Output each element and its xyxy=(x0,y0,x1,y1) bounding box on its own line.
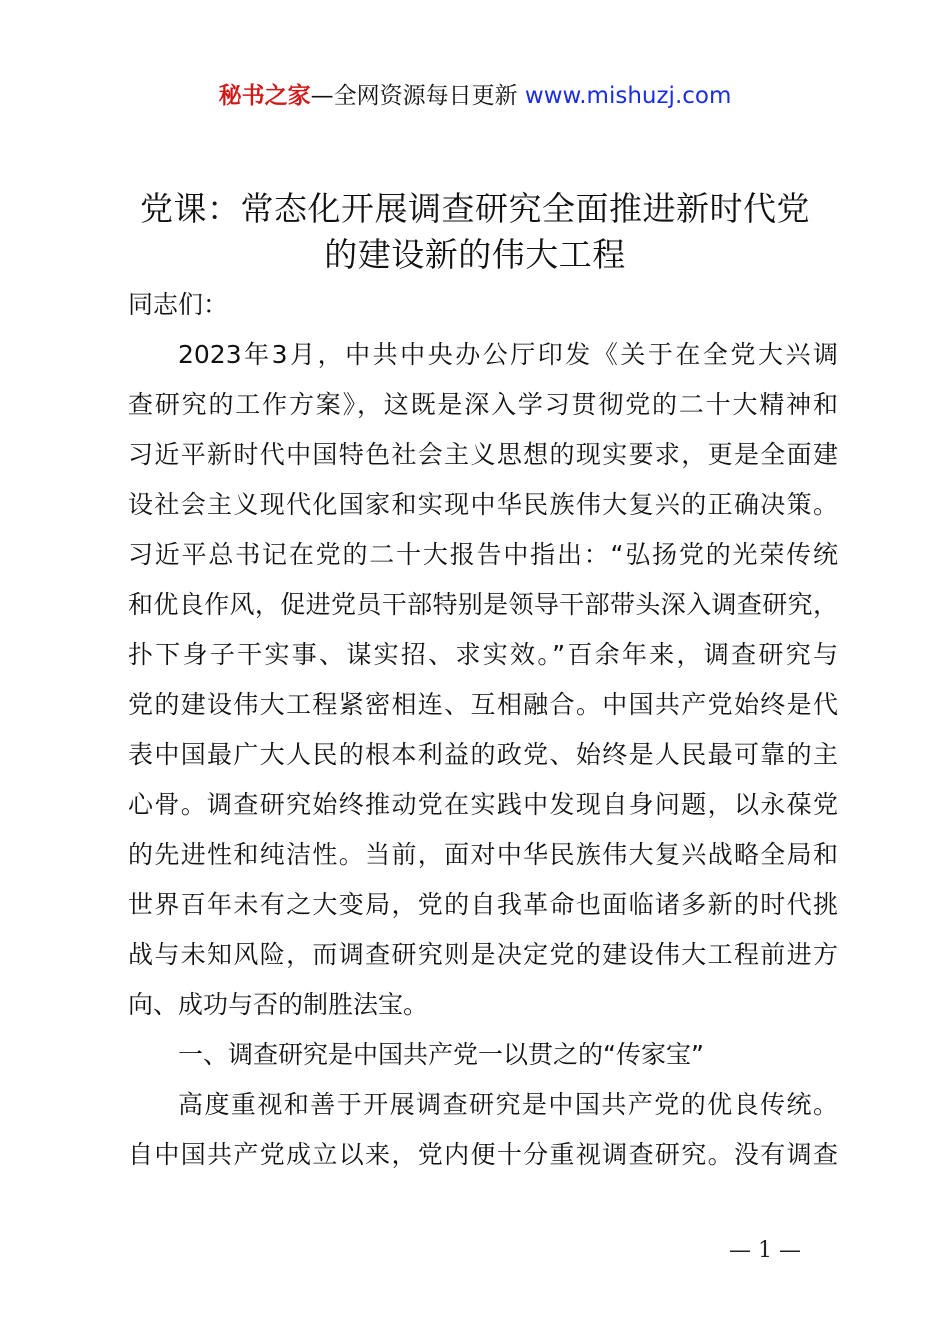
paragraph-1-line: 扑下身子干实事、谋实招、求实效。”百余年来，调查研究与 xyxy=(128,640,838,669)
site-brand: 秘书之家 xyxy=(218,83,311,109)
paragraph-1-line: 向、成功与否的制胜法宝。 xyxy=(128,990,429,1019)
paragraph-1-line: 世界百年未有之大变局，党的自我革命也面临诸多新的时代挑 xyxy=(128,890,838,919)
section-1-heading: 一、调查研究是中国共产党一以贯之的“传家宝” xyxy=(178,1040,704,1069)
title-line-2: 的建设新的伟大工程 xyxy=(324,235,626,274)
salutation: 同志们： xyxy=(128,290,229,319)
paragraph-1-line: 党的建设伟大工程紧密相连、互相融合。中国共产党始终是代 xyxy=(128,690,838,719)
paragraph-1-line: 习近平新时代中国特色社会主义思想的现实要求，更是全面建 xyxy=(128,440,838,469)
paragraph-2-line: 自中国共产党成立以来，党内便十分重视调查研究。没有调查 xyxy=(128,1140,838,1169)
site-url[interactable]: www.mishuzj.com xyxy=(524,83,732,109)
page-number: — 1 — xyxy=(729,1238,801,1263)
site-tagline: —全网资源每日更新 xyxy=(310,83,518,109)
paragraph-1-line: 心骨。调查研究始终推动党在实践中发现自身问题，以永葆党 xyxy=(128,790,838,819)
paragraph-1-line: 习近平总书记在党的二十大报告中指出：“弘扬党的光荣传统 xyxy=(128,540,838,569)
paragraph-1-line: 战与未知风险，而调查研究则是决定党的建设伟大工程前进方 xyxy=(128,940,838,969)
document-title xyxy=(120,186,830,278)
title-line-1: 党课：常态化开展调查研究全面推进新时代党 xyxy=(140,189,810,228)
paragraph-1-line: 设社会主义现代化国家和实现中华民族伟大复兴的正确决策。 xyxy=(128,490,838,519)
paragraph-1-line: 和优良作风，促进党员干部特别是领导干部带头深入调查研究， xyxy=(128,590,838,619)
site-header xyxy=(0,80,950,112)
paragraph-1-line: 2023年3月，中共中央办公厅印发《关于在全党大兴调 xyxy=(178,340,838,369)
paragraph-1-line: 查研究的工作方案》，这既是深入学习贯彻党的二十大精神和 xyxy=(128,390,838,419)
paragraph-2-line: 高度重视和善于开展调查研究是中国共产党的优良传统。 xyxy=(178,1090,838,1119)
paragraph-1-line: 的先进性和纯洁性。当前，面对中华民族伟大复兴战略全局和 xyxy=(128,840,838,869)
paragraph-1-line: 表中国最广大人民的根本利益的政党、始终是人民最可靠的主 xyxy=(128,740,838,769)
